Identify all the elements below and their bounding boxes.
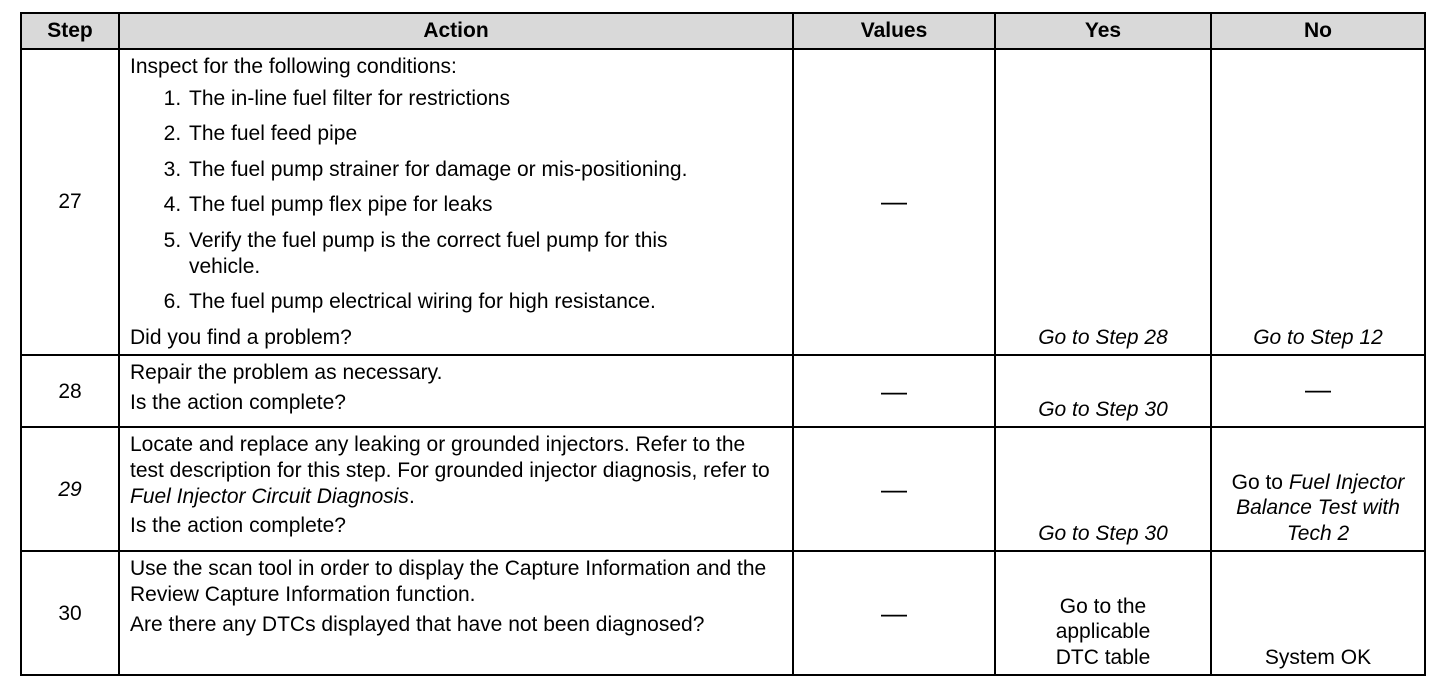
- action-cell: [119, 355, 793, 427]
- yes-cell: Go to Step 30: [995, 427, 1211, 551]
- action-intro: Inspect for the following conditions:: [130, 55, 457, 78]
- list-item: 6. The fuel pump electrical wiring for high resistance.: [187, 289, 782, 315]
- table-row-step-27: [21, 49, 1425, 355]
- yes-cell: Go to Step 30: [995, 355, 1211, 427]
- action-cell: [119, 551, 793, 675]
- header-no: No: [1211, 13, 1425, 49]
- no-cell: —: [1211, 355, 1425, 427]
- step-number: 29: [21, 427, 119, 551]
- table-row-step-30: [21, 551, 1425, 675]
- header-yes: Yes: [995, 13, 1211, 49]
- header-row: [21, 13, 1425, 49]
- no-reference-link[interactable]: Fuel Injector Balance Test with Tech 2: [1236, 470, 1405, 545]
- action-intro: Use the scan tool in order to display the Capture Information and the Review Capture Information function.: [130, 557, 767, 607]
- no-cell: Go to Step 12: [1211, 49, 1425, 355]
- header-values: Values: [793, 13, 995, 49]
- list-item: 1. The in-line fuel filter for restrictions: [187, 86, 782, 112]
- header-step: Step: [21, 13, 119, 49]
- values-cell: —: [793, 355, 995, 427]
- action-question: Are there any DTCs displayed that have not been diagnosed?: [130, 612, 705, 636]
- step-number: 28: [21, 355, 119, 427]
- intro-end: .: [408, 484, 415, 508]
- diagnostic-table: [20, 12, 1426, 676]
- conditions-list: [130, 86, 782, 315]
- action-cell: [119, 427, 793, 551]
- action-question: Is the action complete?: [130, 514, 346, 538]
- table-row-step-29: [21, 427, 1425, 551]
- yes-cell: Go to Step 28: [995, 49, 1211, 355]
- reference-link[interactable]: Fuel Injector Circuit Diagnosis: [130, 484, 409, 508]
- no-cell: [1211, 427, 1425, 551]
- list-item: 5. Verify the fuel pump is the correct fuel pump for this vehicle.: [187, 228, 782, 279]
- action-intro: Repair the problem as necessary.: [130, 361, 443, 385]
- step-number: 30: [21, 551, 119, 675]
- action-question: Did you find a problem?: [130, 325, 352, 349]
- no-cell: System OK: [1211, 551, 1425, 675]
- list-item: 3. The fuel pump strainer for damage or mis-positioning.: [187, 157, 782, 183]
- values-cell: —: [793, 427, 995, 551]
- intro-text: Locate and replace any leaking or grounded injectors. Refer to the test description for this step. For grounded injector diagnosis, refer to: [130, 433, 770, 483]
- header-action: Action: [119, 13, 793, 49]
- values-cell: —: [793, 551, 995, 675]
- action-cell: [119, 49, 793, 355]
- no-prefix: Go to: [1231, 470, 1289, 494]
- list-item: 4. The fuel pump flex pipe for leaks: [187, 192, 782, 218]
- values-cell: —: [793, 49, 995, 355]
- step-number: 27: [21, 49, 119, 355]
- action-question: Is the action complete?: [130, 391, 346, 415]
- yes-cell: Go to the applicable DTC table: [995, 551, 1211, 675]
- table-row-step-28: [21, 355, 1425, 427]
- action-intro: [130, 432, 782, 509]
- list-item: 2. The fuel feed pipe: [187, 121, 782, 147]
